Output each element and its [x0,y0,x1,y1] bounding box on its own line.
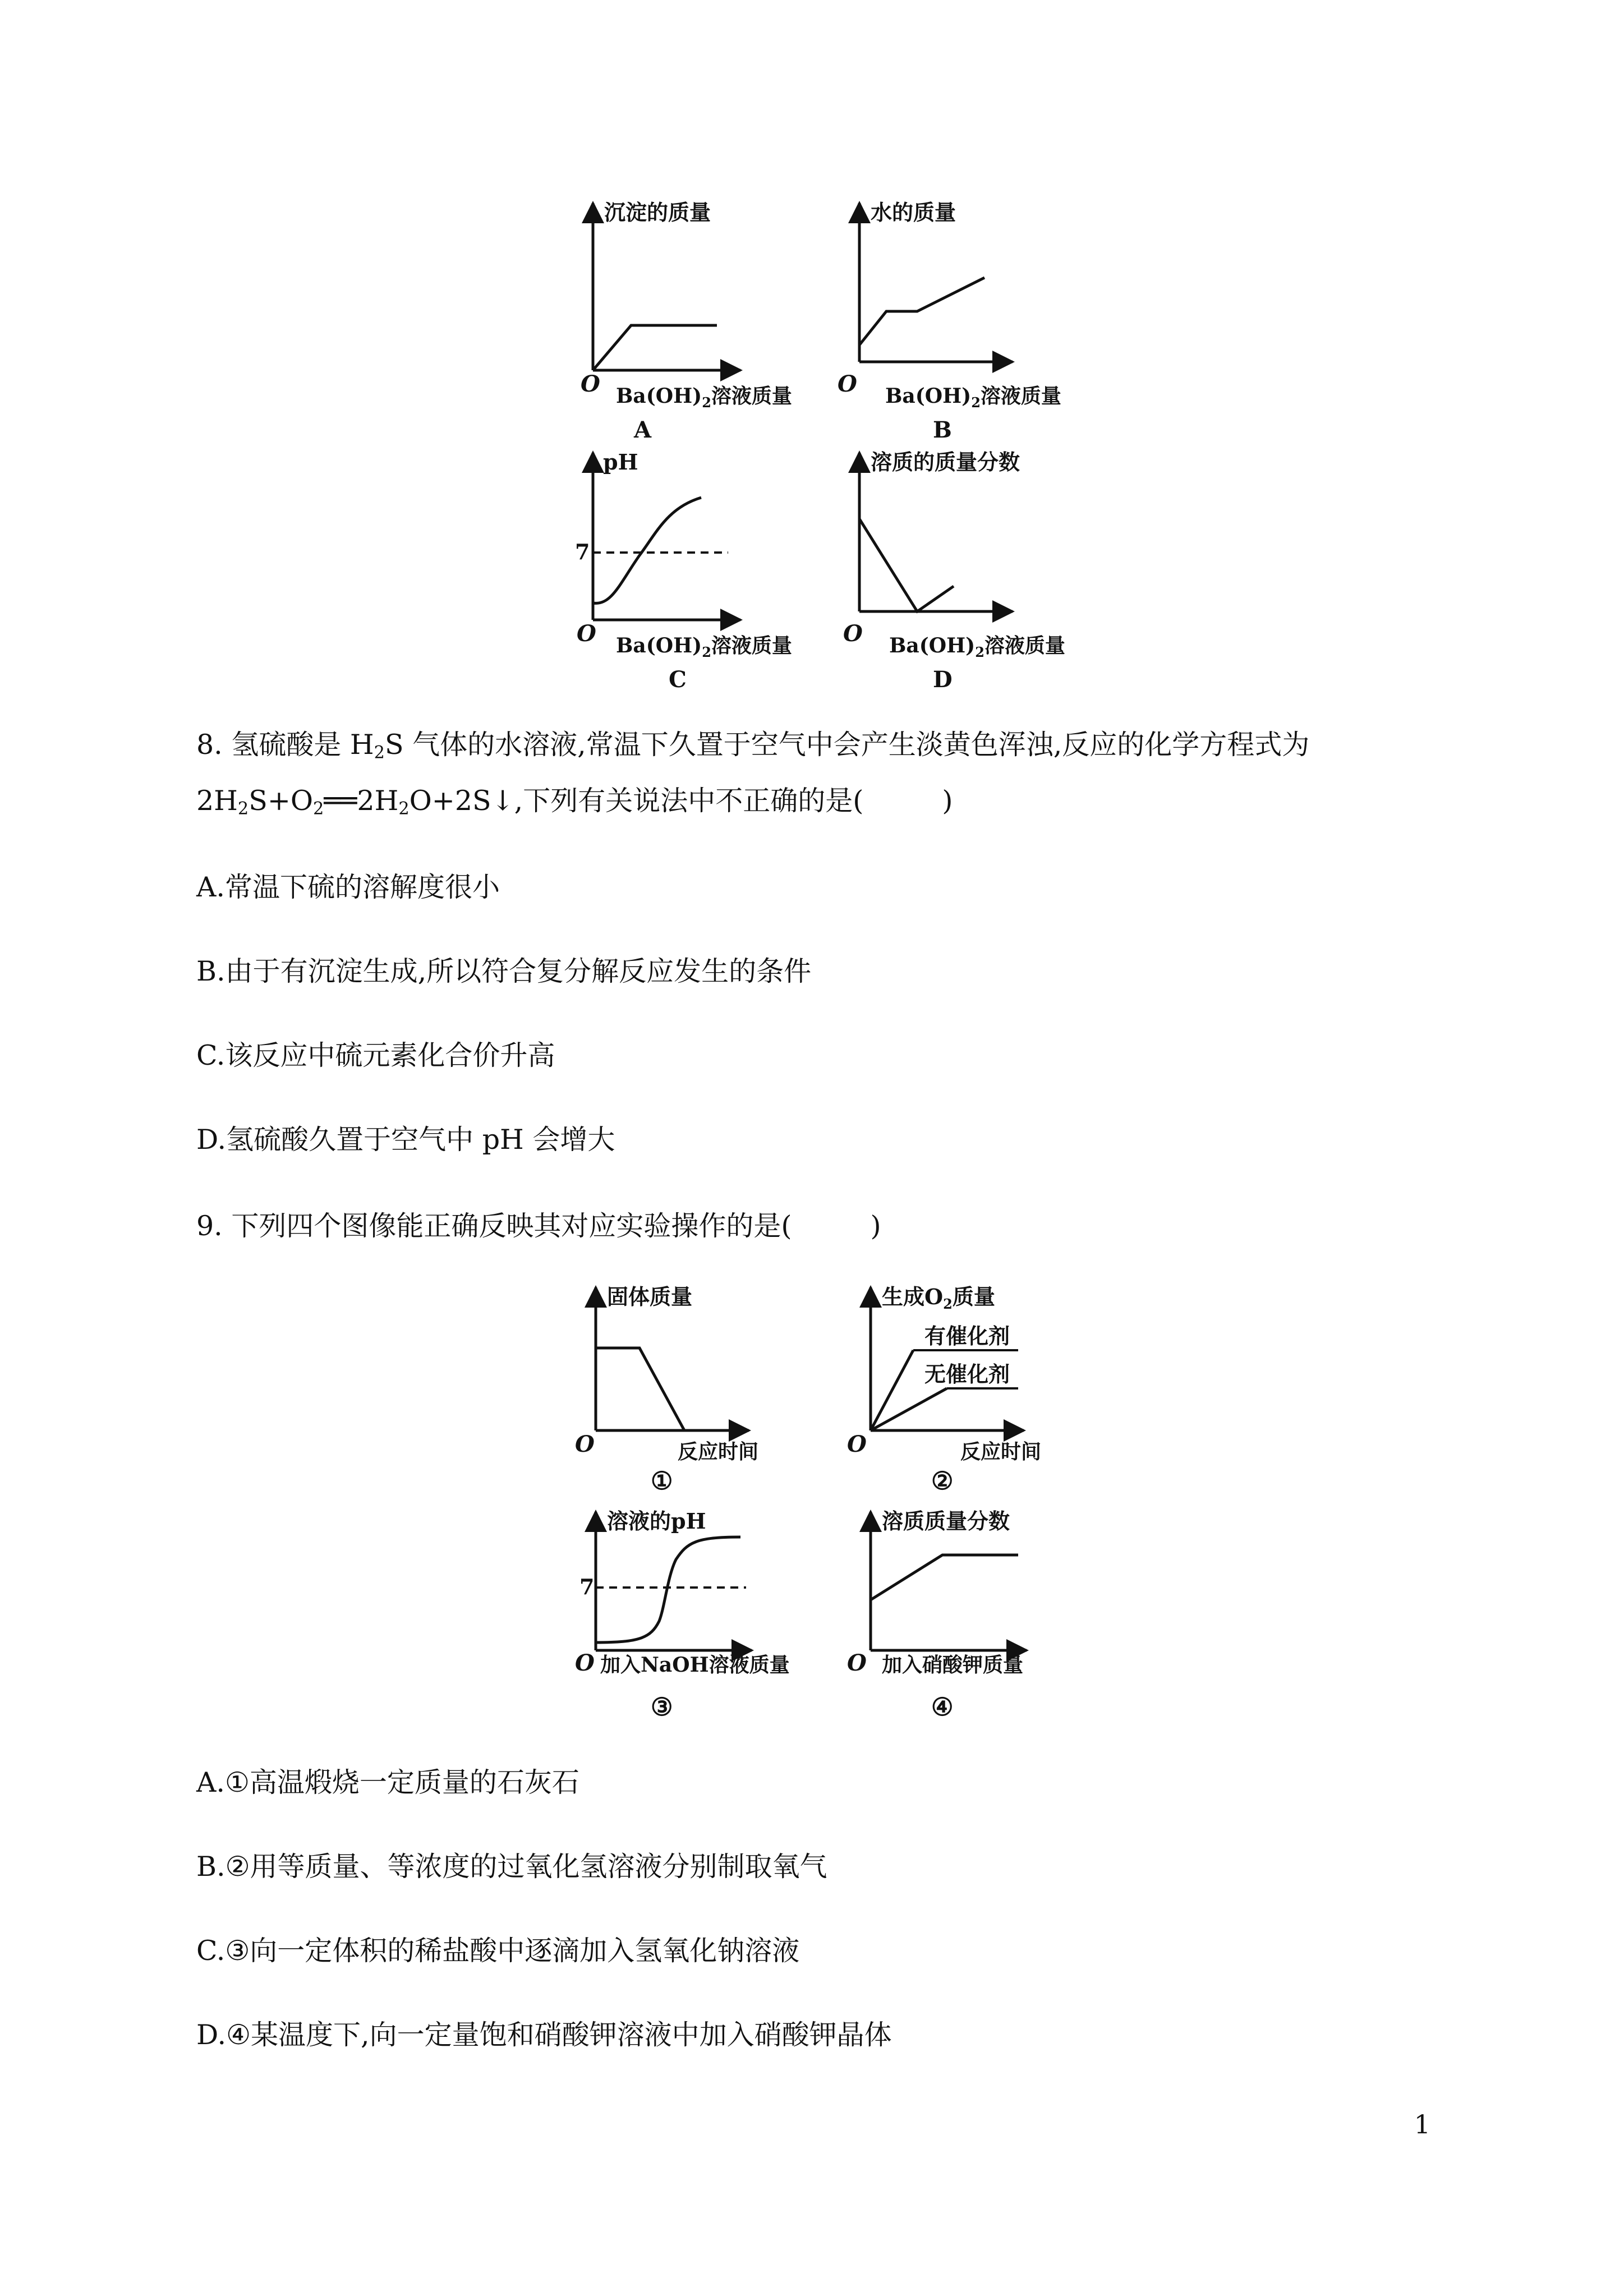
x-label: $Ba(OH)_2$溶液质量 [616,634,792,660]
x-label: 反应时间 [678,1440,759,1464]
curve [859,278,984,345]
q9-graph-4 [847,1508,1027,1722]
x-label: $Ba(OH)_2$溶液质量 [616,384,792,411]
q9-graph-2 [847,1284,1041,1496]
origin-label: O [838,371,857,397]
y-label: pH [603,449,638,475]
caption: D [933,666,953,693]
caption: ③ [651,1693,673,1722]
curve [859,519,954,611]
q9-figure [555,1273,1094,1733]
origin-label: O [575,1431,595,1457]
q8-option-c: C.该反应中硫元素化合价升高 [196,1039,555,1071]
q9-graph-3 [575,1508,790,1722]
q8-option-d: D.氢硫酸久置于空气中 pH 会增大 [196,1124,615,1156]
y-label: 生成$O_2$质量 [882,1284,995,1312]
origin-label: O [847,1431,867,1457]
x-label: $Ba(OH)_2$溶液质量 [889,634,1065,660]
curve [596,1537,740,1642]
q9-graph-1 [575,1284,758,1496]
y-label: 溶液的pH [607,1508,706,1534]
y-tick-7: 7 [575,539,590,564]
caption: A [634,417,652,443]
q7-graph-a [581,200,792,443]
y-label: 沉淀的质量 [604,200,711,225]
label-with-catalyst: 有催化剂 [924,1323,1010,1349]
caption: ① [651,1467,673,1496]
q9-option-d: D.④某温度下,向一定量饱和硝酸钾溶液中加入硝酸钾晶体 [196,2019,892,2051]
y-label: 溶质的质量分数 [871,449,1020,475]
y-label: 固体质量 [607,1284,693,1309]
caption: ② [931,1467,954,1496]
caption: C [669,666,687,693]
q8-option-a: A.常温下硫的溶解度很小 [196,871,500,903]
curve [593,325,717,370]
origin-label: O [847,1650,867,1676]
q7-graph-d [843,449,1065,693]
y-label: 水的质量 [871,200,956,225]
curve [871,1555,1018,1600]
q8-stem-line2: $2H_2S+O_2══2H_2O+2S↓$,下列有关说法中不正确的是( ) [196,785,953,819]
curve [593,498,701,603]
q9-option-c: C.③向一定体积的稀盐酸中逐滴加入氢氧化钠溶液 [196,1935,800,1967]
q8-option-b: B.由于有沉淀生成,所以符合复分解反应发生的条件 [196,955,812,987]
origin-label: O [577,620,596,647]
x-label: 加入硝酸钾质量 [882,1653,1024,1677]
q9-option-a: A.①高温煅烧一定质量的石灰石 [196,1766,579,1798]
x-label: 反应时间 [960,1440,1042,1464]
origin-label: O [843,620,863,647]
equals-sign: ══ [324,785,357,817]
label-without-catalyst: 无催化剂 [924,1361,1010,1387]
q8-stem-line1: 8. 氢硫酸是 $H_2S$ 气体的水溶液,常温下久置于空气中会产生淡黄色浑浊,反应的化学方程式为 [196,729,1310,763]
caption: ④ [931,1693,954,1722]
curve [596,1348,684,1430]
x-label: $Ba(OH)_2$溶液质量 [885,384,1061,411]
origin-label: O [581,371,600,397]
q7-figure [550,191,1088,696]
y-label: 溶质质量分数 [882,1508,1010,1534]
q7-graph-c [575,449,792,693]
origin-label: O [575,1650,595,1676]
x-label: 加入NaOH溶液质量 [600,1653,790,1677]
y-tick-7: 7 [579,1574,595,1599]
caption: B [933,417,952,443]
q9-stem: 9. 下列四个图像能正确反映其对应实验操作的是( ) [196,1210,881,1242]
q9-option-b: B.②用等质量、等浓度的过氧化氢溶液分别制取氧气 [196,1851,827,1883]
page-number: 1 [1414,2109,1430,2139]
q7-graph-b [838,200,1061,443]
